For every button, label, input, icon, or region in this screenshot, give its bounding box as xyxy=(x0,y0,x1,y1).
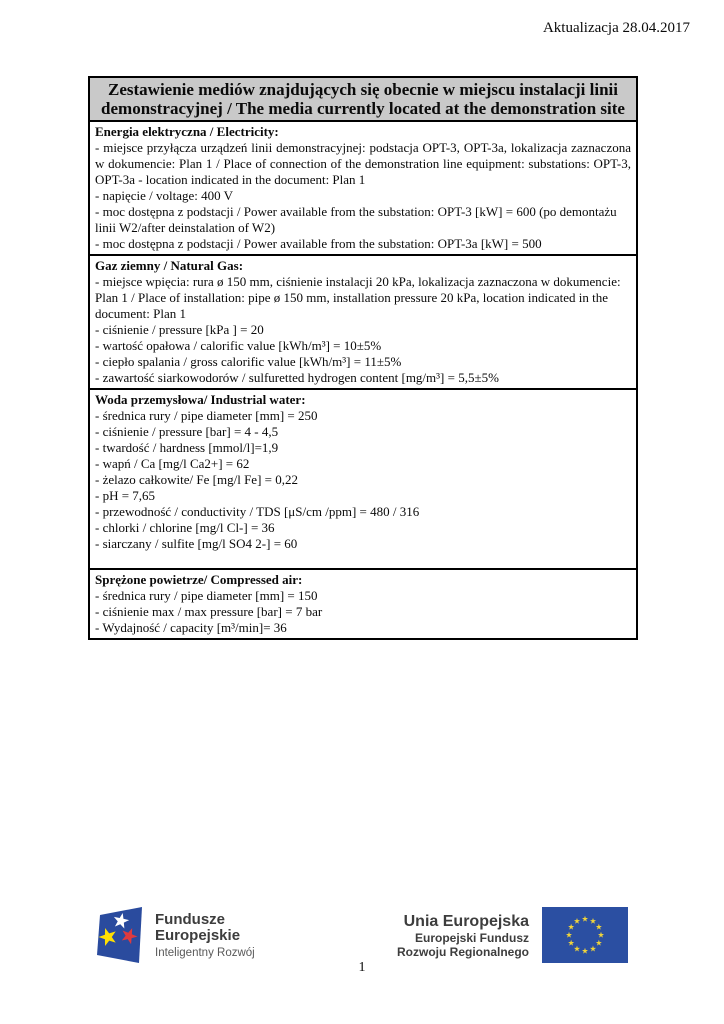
air-line: - średnica rury / pipe diameter [mm] = 150 xyxy=(95,588,318,603)
fundusze-subtitle: Inteligentny Rozwój xyxy=(155,946,255,959)
air-line: - ciśnienie max / max pressure [bar] = 7 bar xyxy=(95,604,323,619)
unia-europejska-text xyxy=(397,912,529,959)
water-line: - pH = 7,65 xyxy=(95,488,156,503)
table-title: Zestawienie mediów znajdujących się obecnie w miejscu instalacji linii demonstracyjnej / The media currently located at the demonstration site xyxy=(90,78,636,122)
fundusze-europejskie-logo xyxy=(96,905,255,965)
gas-line: - ciepło spalania / gross calorific value [kWh/m³] = 11±5% xyxy=(95,354,402,369)
gas-line: - wartość opałowa / calorific value [kWh/m³] = 10±5% xyxy=(95,338,382,353)
section-electricity-heading: Energia elektryczna / Electricity: xyxy=(95,124,279,139)
water-line: - żelazo całkowite/ Fe [mg/l Fe] = 0,22 xyxy=(95,472,298,487)
water-line: - twardość / hardness [mmol/l]=1,9 xyxy=(95,440,279,455)
water-line: - ciśnienie / pressure [bar] = 4 - 4,5 xyxy=(95,424,279,439)
eu-flag-icon xyxy=(542,907,628,963)
water-line: - chlorki / chlorine [mg/l Cl-] = 36 xyxy=(95,520,275,535)
eu-subtitle-line1: Europejski Fundusz xyxy=(414,930,529,945)
water-line: - siarczany / sulfite [mg/l SO4 2-] = 60 xyxy=(95,536,298,551)
gas-line: - ciśnienie / pressure [kPa ] = 20 xyxy=(95,322,264,337)
eu-title: Unia Europejska xyxy=(403,912,529,930)
section-compressed-air-heading: Sprężone powietrze/ Compressed air: xyxy=(95,572,303,587)
unia-europejska-logo xyxy=(397,907,628,963)
electricity-line: - miejsce przyłącza urządzeń linii demonstracyjnej: podstacja OPT-3, OPT-3a, lokalizacja zaznaczona w dokumencie: Plan 1 / Place of connection of the demonstration line equipment: substations: OPT-3, OPT-3a - location indicated in the document: Plan 1 xyxy=(95,140,631,187)
water-line: - przewodność / conductivity / TDS [μS/cm /ppm] = 480 / 316 xyxy=(95,504,420,519)
gas-line: - miejsce wpięcia: rura ø 150 mm, ciśnienie instalacji 20 kPa, lokalizacja zaznaczona w dokumencie: Plan 1 / Place of installation: pipe ø 150 mm, installation pressure 20 kPa, location indicated in the document: Plan 1 xyxy=(95,274,621,321)
section-electricity xyxy=(90,122,636,254)
page-number: 1 xyxy=(358,960,366,975)
electricity-line: - moc dostępna z podstacji / Power available from the substation: OPT-3a [kW] = 500 xyxy=(95,236,542,251)
section-natural-gas-heading: Gaz ziemny / Natural Gas: xyxy=(95,258,244,273)
fundusze-europejskie-text xyxy=(155,912,255,959)
fundusze-title-line1: Fundusze xyxy=(155,910,225,928)
section-natural-gas xyxy=(90,254,636,388)
electricity-line: - napięcie / voltage: 400 V xyxy=(95,188,234,203)
section-industrial-water-heading: Woda przemysłowa/ Industrial water: xyxy=(95,392,306,407)
eu-subtitle-line2: Rozwoju Regionalnego xyxy=(397,944,529,959)
air-line: - Wydajność / capacity [m³/min]= 36 xyxy=(95,620,287,635)
water-line: - wapń / Ca [mg/l Ca2+] = 62 xyxy=(95,456,250,471)
fundusze-europejskie-flag-icon xyxy=(96,905,144,965)
gas-line: - zawartość siarkowodorów / sulfuretted hydrogen content [mg/m³] = 5,5±5% xyxy=(95,370,499,385)
section-industrial-water xyxy=(90,388,636,568)
water-line: - średnica rury / pipe diameter [mm] = 250 xyxy=(95,408,318,423)
footer-logos xyxy=(96,905,628,965)
fundusze-title-line2: Europejskie xyxy=(155,926,241,944)
section-compressed-air xyxy=(90,568,636,638)
update-date: Aktualizacja 28.04.2017 xyxy=(542,20,690,36)
media-summary-table xyxy=(88,76,638,640)
electricity-line: - moc dostępna z podstacji / Power available from the substation: OPT-3 [kW] = 600 (po demontażu linii W2/after deinstalation of W2) xyxy=(95,204,617,235)
